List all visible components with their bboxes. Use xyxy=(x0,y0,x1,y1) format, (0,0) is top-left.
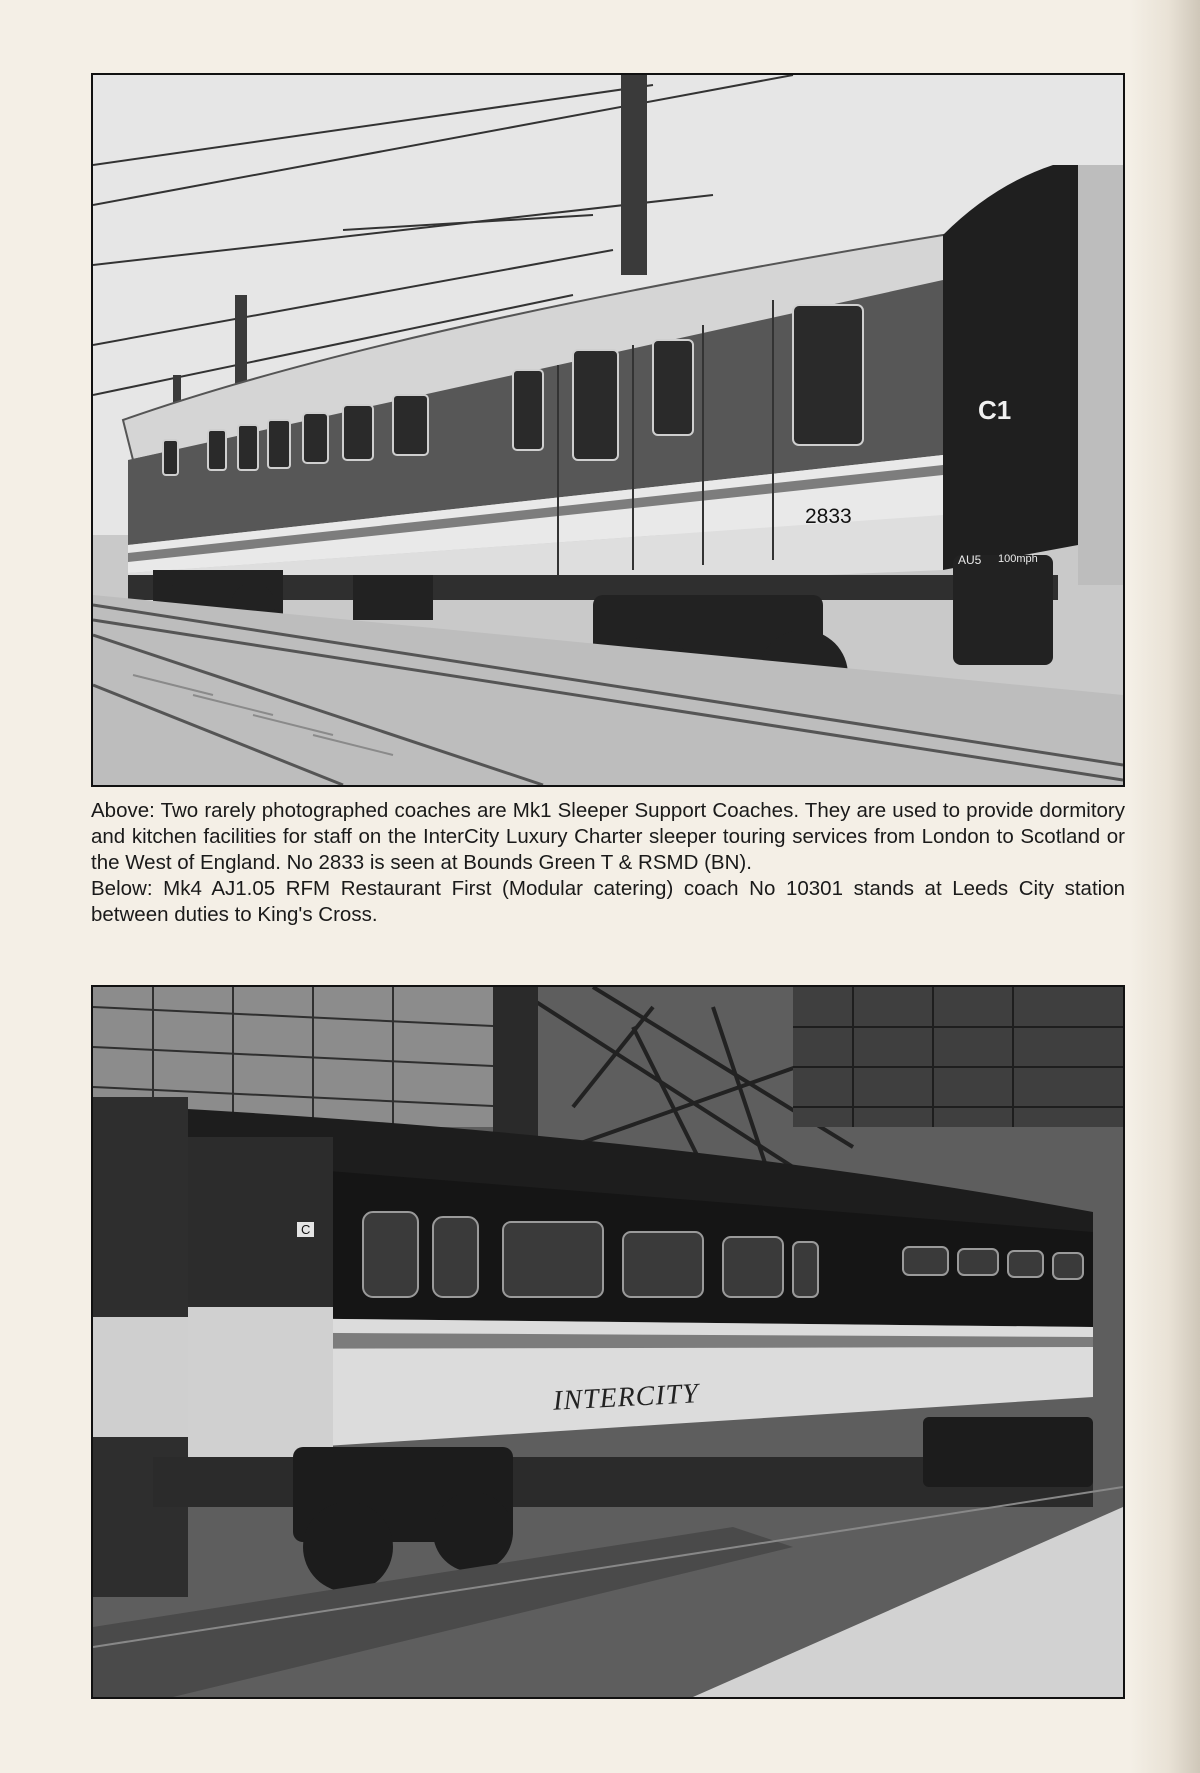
intercity-livery-text: INTERCITY xyxy=(552,1378,700,1417)
photo-top-illustration xyxy=(93,75,1123,785)
coach-end-label: AU5 xyxy=(958,553,982,567)
caption-below: Below: Mk4 AJ1.05 RFM Restaurant First (Modular catering) coach No 10301 stands at Leeds City station between duties to King's Cross. xyxy=(91,877,1125,926)
page-edge-shadow xyxy=(1130,0,1200,1773)
coach-number-marking: 2833 xyxy=(805,505,852,528)
photo-caption xyxy=(91,798,1125,928)
photo-sleeper-support-coach xyxy=(91,73,1125,787)
photo-mk4-restaurant-coach xyxy=(91,985,1125,1699)
photo-bottom-illustration xyxy=(93,987,1123,1697)
coach-end-code: C1 xyxy=(978,395,1012,425)
caption-above: Above: Two rarely photographed coaches are Mk1 Sleeper Support Coaches. They are used to provide dormitory and kitchen facilities for staff on the InterCity Luxury Charter sleeper touring services from London to Scotland or the West of England. No 2833 is seen at Bounds Green T & RSMD (BN). xyxy=(91,799,1125,874)
door-letter-marking: C xyxy=(297,1222,314,1237)
coach-speed-marking: 100mph xyxy=(998,553,1038,565)
